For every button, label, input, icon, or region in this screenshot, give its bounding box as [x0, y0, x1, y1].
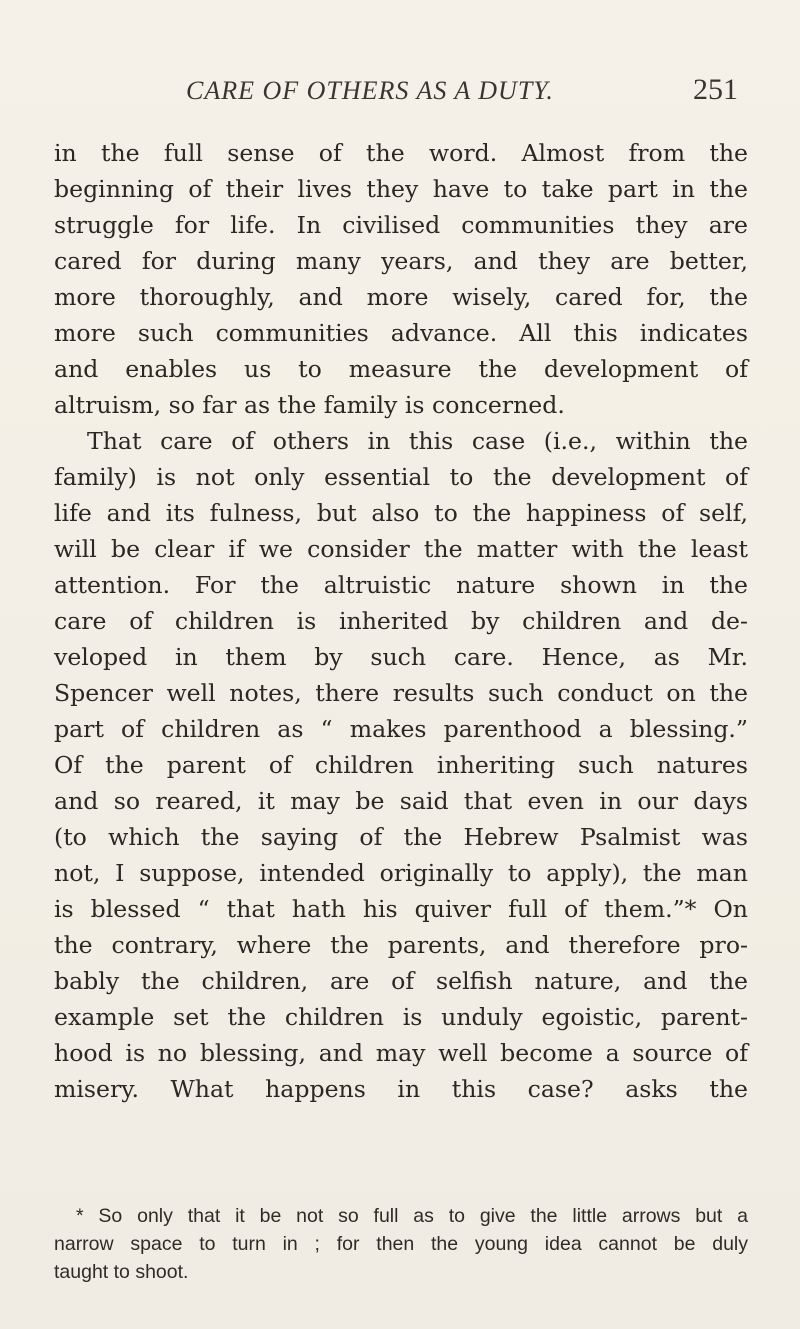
text-line: the contrary, where the parents, and therefore pro- [54, 931, 748, 959]
text-line: bably the children, are of selfish nature, and the [54, 967, 748, 995]
footnote-line: * So only that it be not so full as to give the little arrows but a [76, 1205, 748, 1227]
text-line: hood is no blessing, and may well become a source of [54, 1039, 748, 1067]
text-line: cared for during many years, and they are better, [54, 247, 748, 275]
text-line: part of children as “ makes parenthood a blessing.” [54, 715, 748, 743]
footnote-line: taught to shoot. [54, 1261, 189, 1283]
text-line: attention. For the altruistic nature shown in the [54, 571, 748, 599]
text-line: life and its fulness, but also to the happiness of self, [54, 499, 748, 527]
text-line: example set the children is unduly egoistic, parent- [54, 1003, 748, 1031]
text-line: That care of others in this case (i.e., within the [87, 427, 748, 455]
text-line: family) is not only essential to the development of [54, 463, 748, 491]
text-line: Spencer well notes, there results such conduct on the [54, 679, 748, 707]
text-line: and enables us to measure the development of [54, 355, 748, 383]
text-line: not, I suppose, intended originally to apply), the man [54, 859, 748, 887]
text-line: in the full sense of the word. Almost from the [54, 139, 748, 167]
text-line: more such communities advance. All this indicates [54, 319, 748, 347]
text-line: struggle for life. In civilised communities they are [54, 211, 748, 239]
text-line: (to which the saying of the Hebrew Psalmist was [54, 823, 748, 851]
page-number: 251 [693, 73, 738, 106]
text-line: is blessed “ that hath his quiver full of them.”* On [54, 895, 748, 923]
text-line: beginning of their lives they have to take part in the [54, 175, 748, 203]
text-line: Of the parent of children inheriting such natures [54, 751, 748, 779]
text-line: more thoroughly, and more wisely, cared for, the [54, 283, 748, 311]
text-line: will be clear if we consider the matter with the least [54, 535, 748, 563]
footnote-line: narrow space to turn in ; for then the young idea cannot be duly [54, 1233, 748, 1255]
text-line: care of children is inherited by children and de- [54, 607, 748, 635]
text-line: and so reared, it may be said that even in our days [54, 787, 748, 815]
text-line: veloped in them by such care. Hence, as Mr. [54, 643, 748, 671]
text-line: misery. What happens in this case? asks the [54, 1075, 748, 1103]
text-line: altruism, so far as the family is concerned. [54, 391, 565, 419]
running-title: CARE OF OTHERS AS A DUTY. [186, 76, 554, 105]
